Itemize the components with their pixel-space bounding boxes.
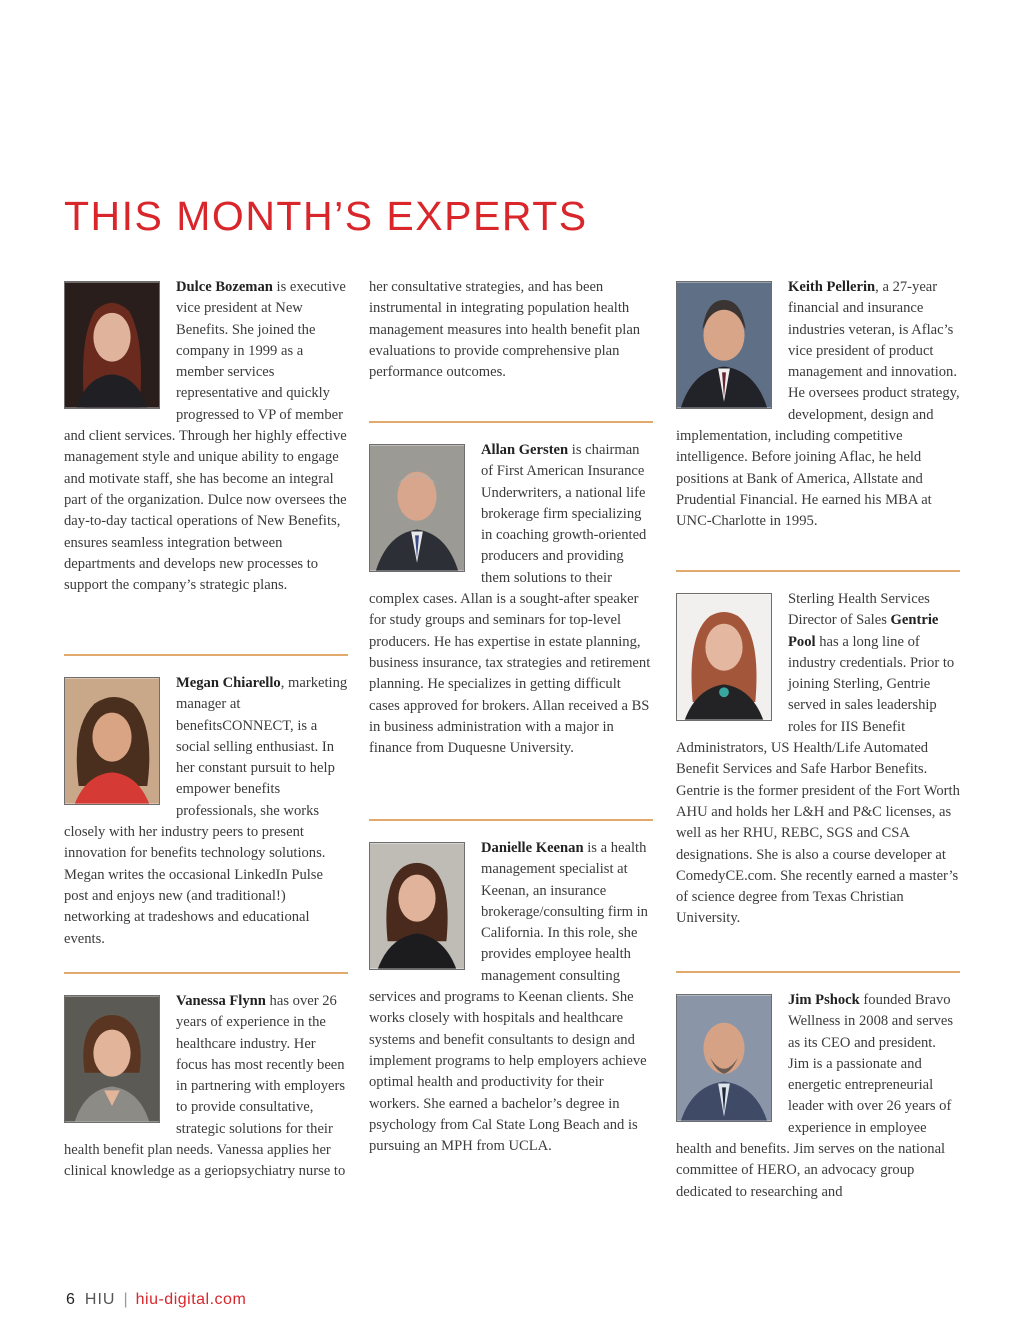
bio-text: is chairman of First American Insurance Underwriters, a national life brokerage firm specializing in coaching growth-oriented producers and providing them solutions to their complex cases. Allan is a sought-after speaker for study groups and seminars for top-level producers. He has expertise in estate planning, business insurance, tax strategies and retirement planning. He specializes in getting difficult cases approved for brokers. Allan received a BS in business administration with a major in finance from Duquesne University. [369,442,651,757]
portrait-megan-chiarello [64,677,160,805]
column-middle [369,277,653,1157]
bio-danielle-keenan [369,821,653,1157]
column-left [64,277,348,1183]
bio-text: is a health management specialist at Keenan, an insurance brokerage/consulting firm in California. In this role, she provides employee health management consulting services and programs to Keenan clients. She works closely with hospitals and healthcare systems and benefit consultants to design and implement programs to help employers achieve optimal health and productivity for their workers. She earned a bachelor’s degree in psychology from Cal State Long Beach and is pursuing an MPH from UCLA. [369,840,648,1155]
expert-name: Gentrie Pool [788,612,939,650]
portrait-jim-pshock [676,994,772,1122]
footer-separator: | [123,1291,128,1308]
expert-name: Jim Pshock [788,992,860,1008]
bio-text: is executive vice president at New Benefits. She joined the company in 1999 as a member services representative and quickly progressed to VP of member and client services. Through her highly effective management style and unique ability to engage and motivate staff, she has become an integral part of the organization. Dulce now oversees the day-to-day tactical operations of New Benefits, ensures seamless integration between departments and develops new processes to support the company’s strategic plans. [64,279,347,594]
bio-text: founded Bravo Wellness in 2008 and serves as its CEO and president. Jim is a passionate and energetic entrepreneurial leader with over 26 years of experience in employee health and benefits. Jim serves on the national committee of HERO, an advocacy group dedicated to researching and [676,992,953,1200]
bio-text: , a 27-year financial and insurance industries veteran, is Aflac’s vice president of product management and innovation. He oversees product strategy, development, design and implementation, including competitive intelligence. Before joining Aflac, he held positions at Bank of America, Allstate and Prudential Financial. He earned his MBA at UNC-Charlotte in 1995. [676,279,960,530]
bio-megan-chiarello [64,656,348,972]
bio-text: has a long line of industry credentials. Prior to joining Sterling, Gentrie served in sales leadership roles for IIS Benefit Administrators, US Health/Life Automated Benefit Services and Safe Harbor Benefits. Gentrie is the former president of the Fort Worth AHU and holds her L&H and P&C licenses, as well as her RHU, REBC, SGS and CSA designations. She is also a course developer at ComedyCE.com. She recently earned a master’s of science degree from Texas Christian University. [676,633,960,927]
bio-text: her consultative strategies, and has been instrumental in integrating population health management measures into health benefit plan evaluations to provide comprehensive plan performance outcomes. [369,279,641,381]
website-link[interactable]: hiu-digital.com [135,1291,247,1308]
bio-vanessa-flynn [64,974,348,1183]
bio-dulce-bozeman [64,277,348,654]
bio-gentrie-pool [676,572,960,971]
portrait-allan-gersten [369,444,465,572]
publication-name: HIU [84,1291,116,1308]
bio-keith-pellerin [676,277,960,570]
page-number: 6 [66,1291,75,1308]
expert-name: Danielle Keenan [481,840,584,856]
bio-vanessa-flynn-continued [369,277,653,421]
expert-name: Allan Gersten [481,442,569,458]
expert-name: Megan Chiarello [176,675,281,691]
portrait-danielle-keenan [369,842,465,970]
expert-name: Dulce Bozeman [176,279,273,295]
bio-text: , marketing manager at benefitsCONNECT, is a social selling enthusiast. In her constant pursuit to help empower benefits professionals, she works closely with her industry peers to present innovation for benefits technology solutions. Megan writes the occasional LinkedIn Pulse post and enjoys new (and traditional!) networking at tradeshows and educational events. [64,675,348,947]
bio-text: Sterling Health Services Director of Sales [788,591,930,629]
bio-allan-gersten [369,423,653,819]
expert-name: Vanessa Flynn [176,993,266,1009]
expert-name: Keith Pellerin [788,279,876,295]
portrait-gentrie-pool [676,593,772,721]
portrait-keith-pellerin [676,281,772,409]
portrait-vanessa-flynn [64,995,160,1123]
page-footer [66,1291,246,1309]
column-right [676,277,960,1203]
bio-jim-pshock [676,973,960,1203]
portrait-dulce-bozeman [64,281,160,409]
bio-text: has over 26 years of experience in the healthcare industry. Her focus has most recently been in partnering with employers to provide consultative, strategic solutions for their health benefit plan needs. Vanessa applies her clinical knowledge as a geriopsychiatry nurse to [64,993,346,1180]
page-title: THIS MONTH’S EXPERTS [64,193,588,239]
